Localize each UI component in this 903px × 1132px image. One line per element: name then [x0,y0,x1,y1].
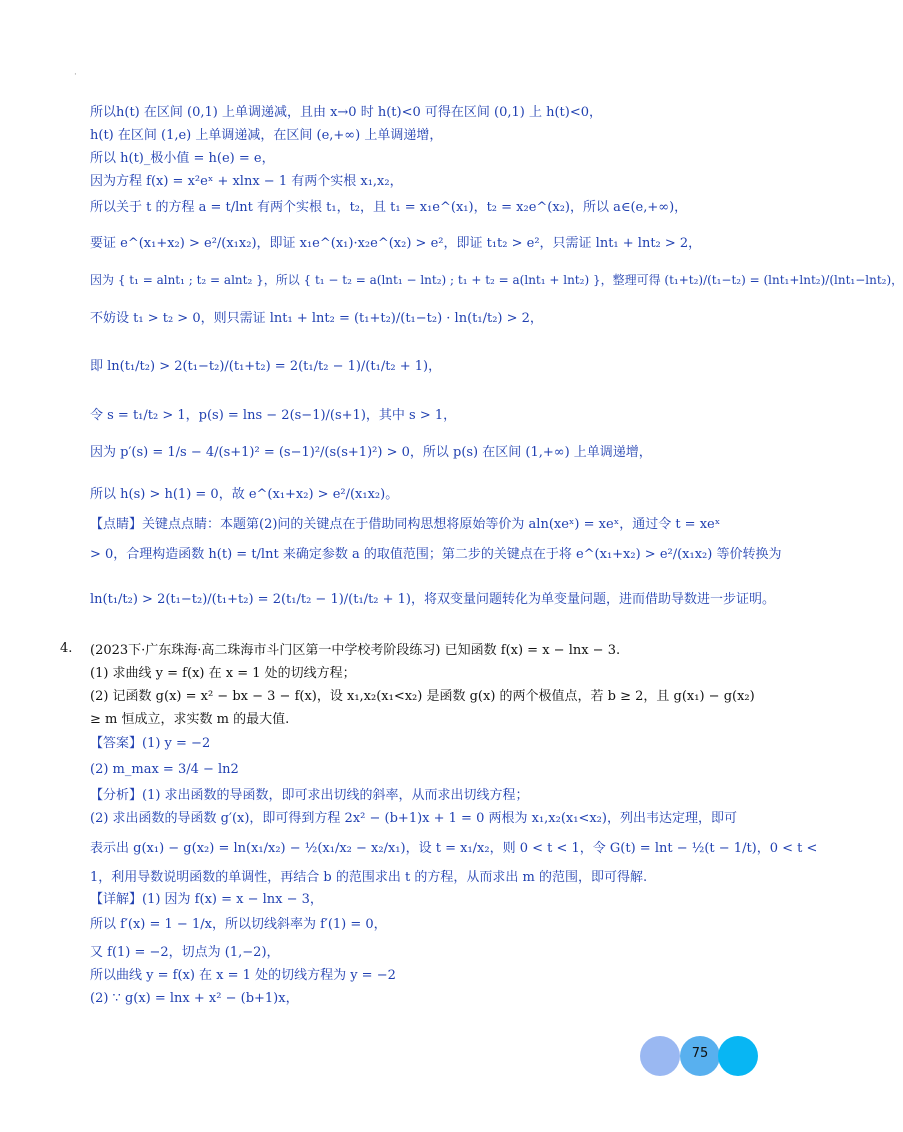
answer-line: 【答案】(1) y = −2 [90,736,211,751]
analysis-line: 【分析】(1) 求出函数的导函数，即可求出切线的斜率，从而求出切线方程； [90,788,529,803]
page-footer [640,1036,760,1076]
question-part: ≥ m 恒成立，求实数 m 的最大值. [90,712,290,727]
text-line: ln(t₁/t₂) > 2(t₁−t₂)/(t₁+t₂) = 2(t₁/t₂ − 1)/(t₁/t₂ + 1)，将双变量问题转化为单变量问题，进而借助导数进一步证明。 [90,592,776,607]
footer-circle-left [640,1036,680,1076]
text-line: 所以关于 t 的方程 a = t/lnt 有两个实根 t₁，t₂，且 t₁ = x₁e^(x₁)，t₂ = x₂e^(x₂)，所以 a∈(e,+∞)， [90,200,688,215]
text-line: 所以h(t) 在区间 (0,1) 上单调递减，且由 x→0 时 h(t)<0 可得在区间 (0,1) 上 h(t)<0， [90,105,603,120]
question-header: (2023下·广东珠海·高二珠海市斗门区第一中学校考阶段练习) 已知函数 f(x) = x − lnx − 3. [90,643,621,658]
text-line: 不妨设 t₁ > t₂ > 0，则只需证 lnt₁ + lnt₂ = (t₁+t₂)/(t₁−t₂) · ln(t₁/t₂) > 2， [90,311,543,326]
detail-line: 所以 f′(x) = 1 − 1/x，所以切线斜率为 f′(1) = 0， [90,917,387,932]
analysis-line: 表示出 g(x₁) − g(x₂) = ln(x₁/x₂) − ½(x₁/x₂ − x₂/x₁)，设 t = x₁/x₂，则 0 < t < 1，令 G(t) = lnt − ½(t − 1/t)，0 < t < [90,841,818,856]
text-line: 所以 h(t)_极小值 = h(e) = e， [90,151,275,166]
detail-line: (2) ∵ g(x) = lnx + x² − (b+1)x， [90,991,299,1006]
text-line: 因为 p′(s) = 1/s − 4/(s+1)² = (s−1)²/(s(s+1)²) > 0，所以 p(s) 在区间 (1,+∞) 上单调递增， [90,445,652,460]
text-line: 【点睛】关键点点睛：本题第(2)问的关键点在于借助同构思想将原始等价为 aln(xeˣ) = xeˣ，通过令 t = xeˣ [90,517,721,532]
corner-mark: · [74,70,77,80]
answer-line: (2) m_max = 3/4 − ln2 [90,762,239,777]
detail-line: 所以曲线 y = f(x) 在 x = 1 处的切线方程为 y = −2 [90,968,396,983]
detail-line: 又 f(1) = −2，切点为 (1,−2)， [90,945,280,960]
text-line: 因为 { t₁ = alnt₁ ; t₂ = alnt₂ }，所以 { t₁ − t₂ = a(lnt₁ − lnt₂) ; t₁ + t₂ = a(lnt₁ + lnt₂) }，整理可得 (t₁+t₂)/(t₁−t₂) = (lnt₁+lnt₂)/(lnt₁−lnt₂)， [90,273,903,287]
text-line: 要证 e^(x₁+x₂) > e²/(x₁x₂)，即证 x₁e^(x₁)·x₂e^(x₂) > e²，即证 t₁t₂ > e²，只需证 lnt₁ + lnt₂ > 2， [90,236,702,251]
detail-line: 【详解】(1) 因为 f(x) = x − lnx − 3， [90,892,323,907]
text-line: 因为方程 f(x) = x²eˣ + xlnx − 1 有两个实根 x₁,x₂， [90,174,403,189]
question-part: (2) 记函数 g(x) = x² − bx − 3 − f(x)，设 x₁,x₂(x₁<x₂) 是函数 g(x) 的两个极值点，若 b ≥ 2，且 g(x₁) − g(x₂) [90,689,755,704]
footer-circle-right [718,1036,758,1076]
text-line: 所以 h(s) > h(1) = 0，故 e^(x₁+x₂) > e²/(x₁x₂)。 [90,487,399,502]
question-number: 4. [60,641,73,656]
text-line: > 0，合理构造函数 h(t) = t/lnt 来确定参数 a 的取值范围；第二步的关键点在于将 e^(x₁+x₂) > e²/(x₁x₂) 等价转换为 [90,547,782,562]
question-part: (1) 求曲线 y = f(x) 在 x = 1 处的切线方程； [90,666,356,681]
text-line: 令 s = t₁/t₂ > 1，p(s) = lns − 2(s−1)/(s+1)，其中 s > 1， [90,408,457,423]
analysis-line: 1，利用导数说明函数的单调性，再结合 b 的范围求出 t 的方程，从而求出 m 的范围，即可得解. [90,870,648,885]
analysis-line: (2) 求出函数的导函数 g′(x)，即可得到方程 2x² − (b+1)x + 1 = 0 两根为 x₁,x₂(x₁<x₂)，列出韦达定理，即可 [90,811,737,826]
text-line: 即 ln(t₁/t₂) > 2(t₁−t₂)/(t₁+t₂) = 2(t₁/t₂ − 1)/(t₁/t₂ + 1)， [90,359,442,374]
page-number: 75 [691,1046,709,1061]
text-line: h(t) 在区间 (1,e) 上单调递减，在区间 (e,+∞) 上单调递增， [90,128,443,143]
